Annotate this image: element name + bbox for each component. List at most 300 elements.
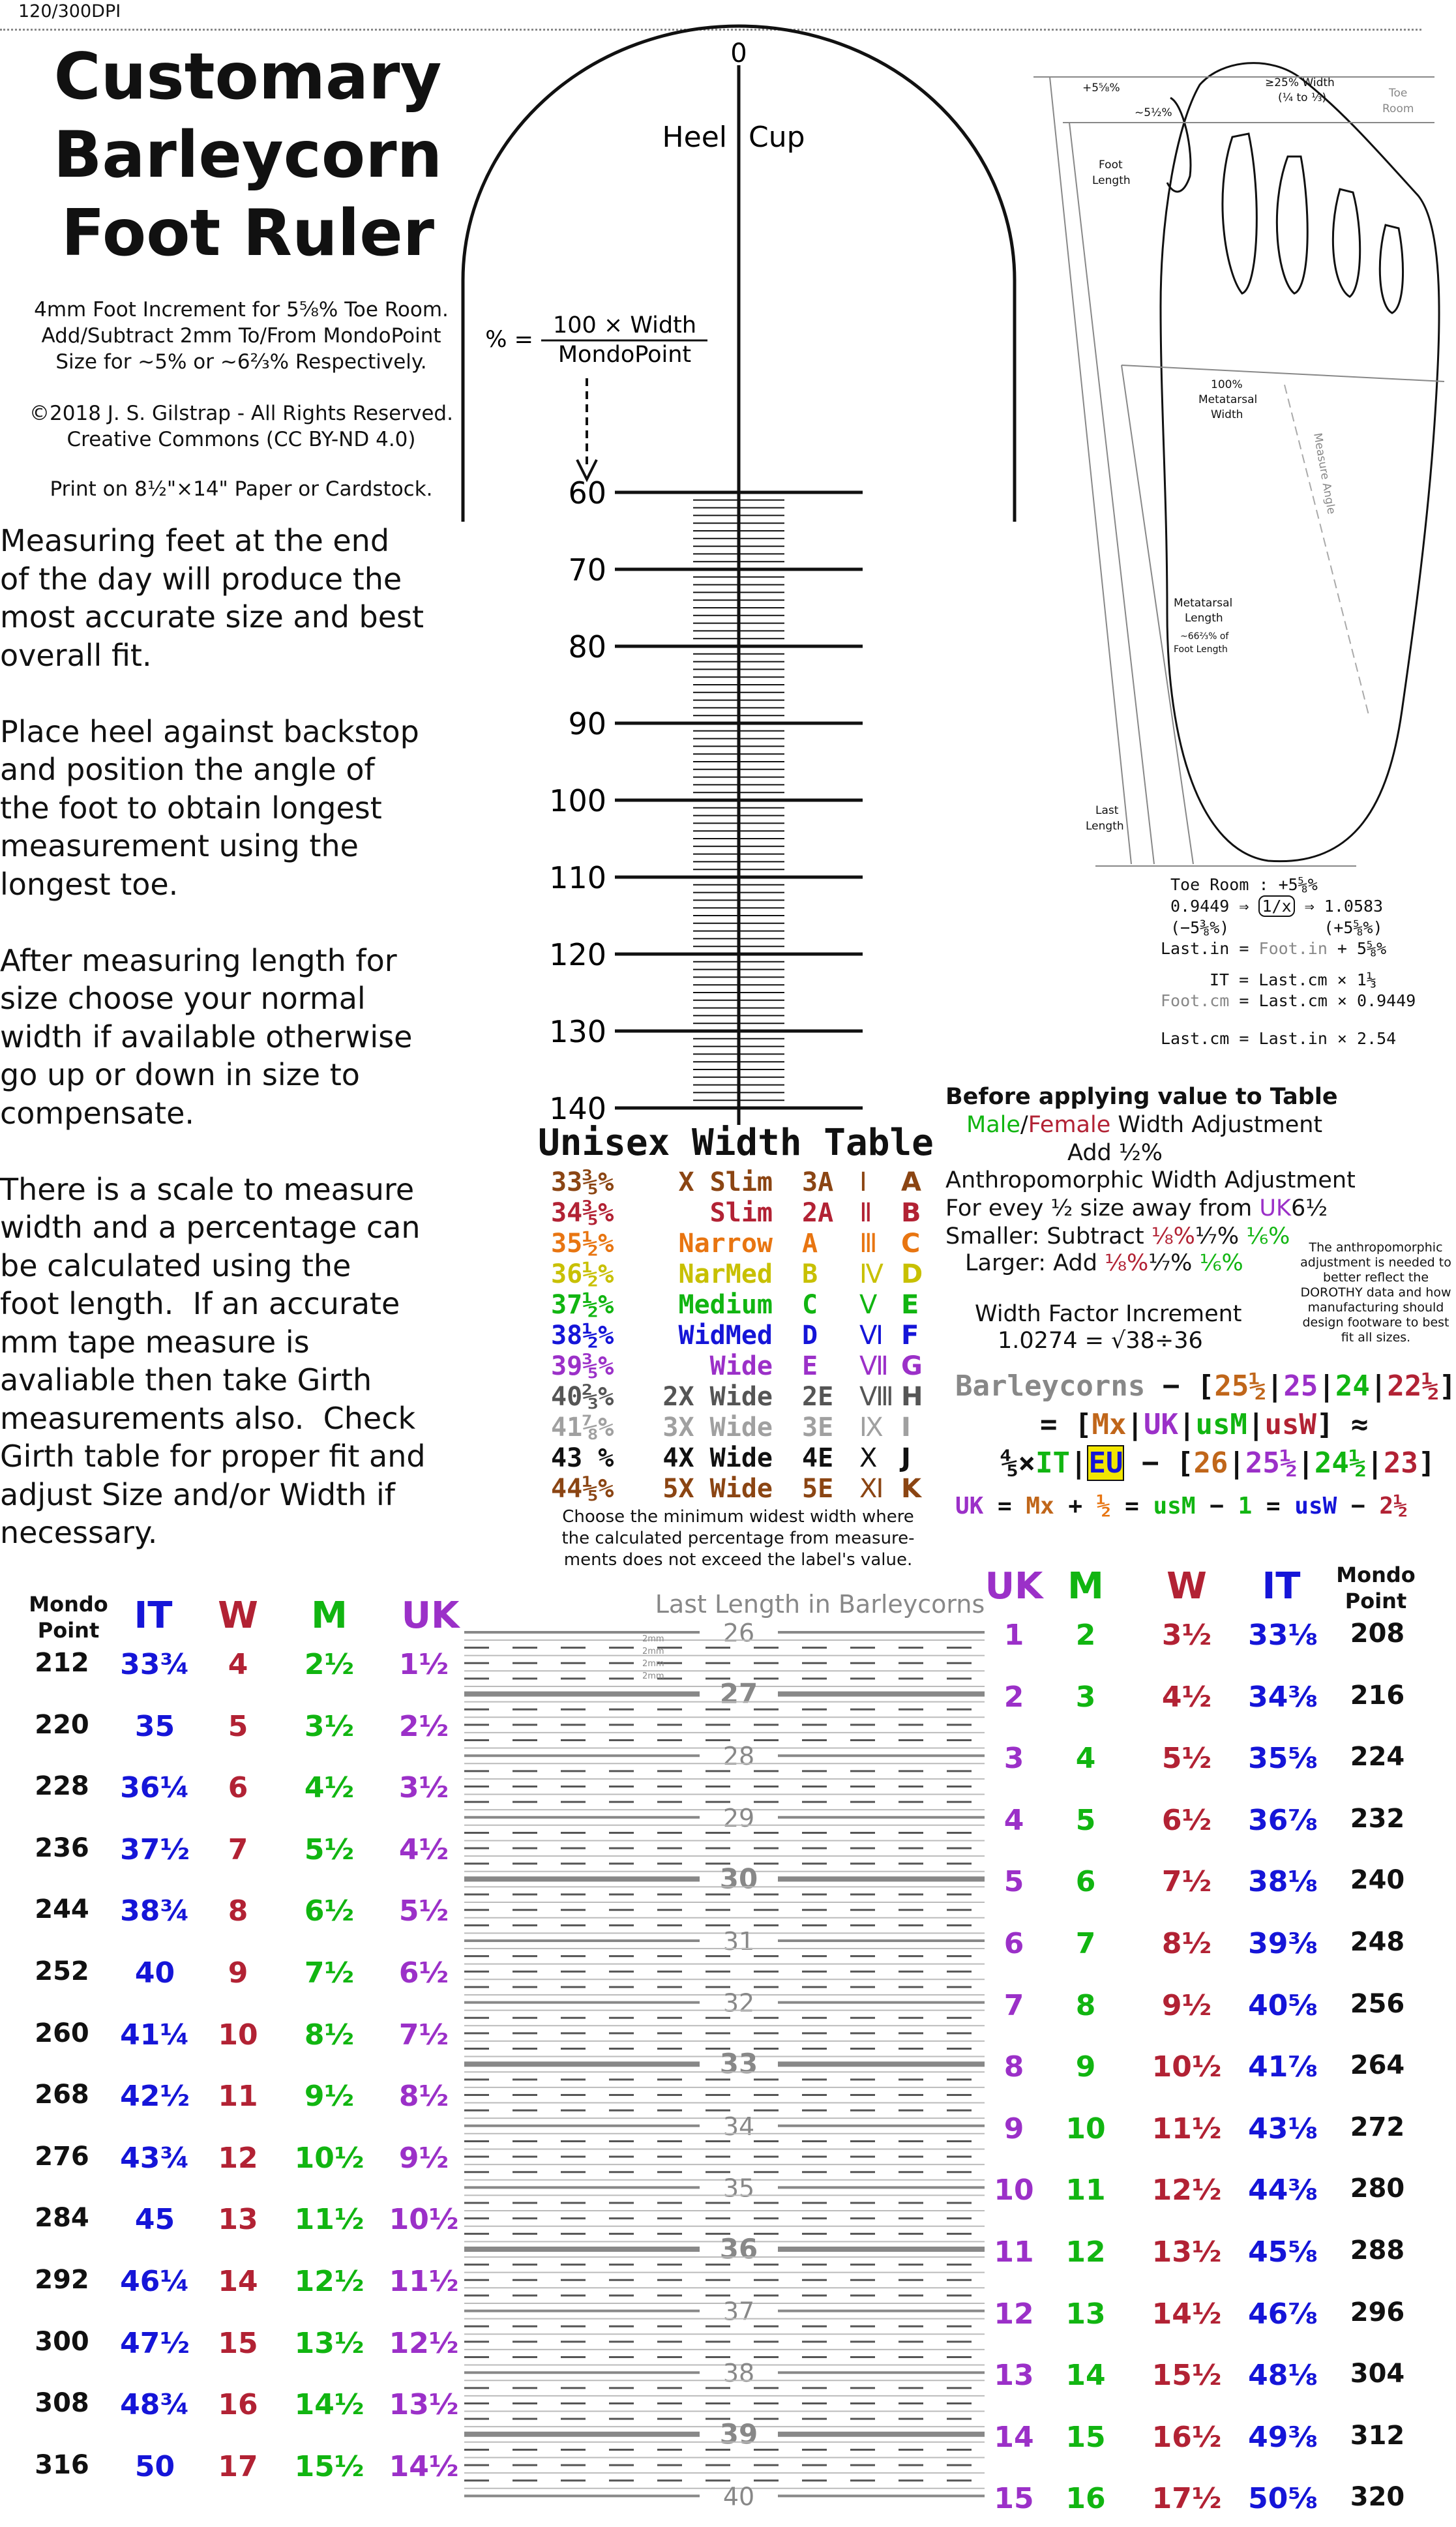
w-cell: 11 bbox=[218, 2080, 258, 2114]
width-label: Wide bbox=[709, 1351, 773, 1381]
it-cell: 39⅜ bbox=[1248, 1927, 1318, 1960]
w-cell: 10 bbox=[218, 2018, 258, 2052]
m-cell: 5½ bbox=[304, 1832, 355, 1866]
m-cell: 2½ bbox=[304, 1648, 355, 1681]
it-cell: 40⅝ bbox=[1248, 1988, 1318, 2022]
mondo-cell: 240 bbox=[1350, 1865, 1405, 1896]
metatarsal-width-line bbox=[1122, 365, 1444, 381]
mondo-cell: 308 bbox=[35, 2388, 89, 2419]
m-cell: 6 bbox=[1075, 1865, 1096, 1899]
eu-box: EU bbox=[1088, 1446, 1123, 1480]
mondo-cell: 272 bbox=[1350, 2112, 1405, 2142]
mondo-cell: 300 bbox=[35, 2326, 89, 2357]
uk-cell: 8 bbox=[1003, 2050, 1024, 2084]
uk-cell: 12 bbox=[994, 2297, 1034, 2331]
ruler-tick-label: 60 bbox=[568, 475, 606, 511]
width-letter: F bbox=[901, 1321, 919, 1351]
m-cell: 13 bbox=[1065, 2297, 1106, 2331]
right-w-header: W bbox=[1166, 1565, 1207, 1607]
title-line-3: Foot Ruler bbox=[61, 196, 435, 271]
m-cell: 3½ bbox=[304, 1709, 355, 1743]
male-label: Male bbox=[966, 1112, 1020, 1138]
width-letter: B bbox=[901, 1198, 921, 1228]
mondo-cell: 244 bbox=[35, 1894, 89, 1925]
width-code: 3E bbox=[802, 1413, 834, 1443]
mondo-cell: 284 bbox=[35, 2203, 89, 2234]
uk-cell: 5½ bbox=[398, 1894, 449, 1928]
larger-line bbox=[965, 1250, 1243, 1276]
mondo-cell: 312 bbox=[1350, 2420, 1405, 2451]
title-line-2: Barleycorn bbox=[53, 118, 443, 192]
factor-value: 1.0274 = √38÷36 bbox=[998, 1328, 1203, 1354]
m-cell: 9 bbox=[1075, 2050, 1096, 2084]
formula-toe-room: Toe Room : +5⅝% bbox=[1170, 875, 1318, 894]
eu-a: 26 bbox=[1193, 1446, 1228, 1480]
width-label: Narrow bbox=[678, 1229, 773, 1259]
mondo-cell: 224 bbox=[1350, 1742, 1405, 1772]
uk-cell: 6 bbox=[1003, 1927, 1024, 1960]
last-length-title: Last Length in Barleycorns bbox=[655, 1590, 985, 1619]
width-pct: 38½% bbox=[551, 1321, 614, 1351]
ul-mx: Mx bbox=[1026, 1493, 1054, 1519]
last-length-label: 40 bbox=[722, 2482, 755, 2511]
mondo-cell: 264 bbox=[1350, 2050, 1405, 2081]
smaller-line bbox=[945, 1223, 1290, 1249]
it-cell: 50 bbox=[134, 2449, 175, 2483]
width-roman: Ⅰ bbox=[859, 1167, 867, 1197]
formula-last-cm: Last.cm = Last.in × 2.54 bbox=[1161, 1029, 1397, 1048]
mondo-cell: 268 bbox=[35, 2080, 89, 2110]
male-female-line bbox=[966, 1112, 1322, 1138]
width-row bbox=[0, 1351, 945, 1382]
uk-cell: 1½ bbox=[398, 1648, 449, 1681]
mondo-cell: 232 bbox=[1350, 1803, 1405, 1834]
formula-last-in bbox=[1161, 939, 1386, 958]
ul-twohalf: 2½ bbox=[1379, 1493, 1408, 1519]
width-roman: Ⅸ bbox=[859, 1413, 884, 1443]
mondo-cell: 292 bbox=[35, 2265, 89, 2295]
m-cell: 11 bbox=[1065, 2174, 1106, 2207]
width-row bbox=[0, 1413, 945, 1443]
uk-cell: 13½ bbox=[389, 2388, 459, 2422]
info-size: Size for ~5% or ~6⅔% Respectively. bbox=[55, 350, 427, 374]
ruler-labels bbox=[549, 475, 606, 1126]
width-letter: G bbox=[901, 1351, 923, 1381]
m-cell: 10½ bbox=[294, 2141, 364, 2175]
smaller-red: ⅛% bbox=[1151, 1223, 1195, 1249]
formula-foot-cm-b: = Last.cm × 0.9449 bbox=[1229, 991, 1416, 1010]
toe-3 bbox=[1277, 157, 1307, 293]
m-cell: 14 bbox=[1065, 2359, 1106, 2393]
eu-d: 23 bbox=[1383, 1446, 1418, 1480]
width-pct: 43 % bbox=[551, 1443, 614, 1473]
uk-cell: 14 bbox=[994, 2420, 1034, 2454]
width-code: 2E bbox=[802, 1382, 834, 1412]
left-mondo-header bbox=[23, 1591, 114, 1643]
foot-outline bbox=[1161, 63, 1439, 861]
info-adjust: Add/Subtract 2mm To/From MondoPoint bbox=[41, 324, 441, 348]
width-table-title: Unisex Width Table bbox=[538, 1122, 934, 1164]
it-cell: 46⅞ bbox=[1248, 2297, 1318, 2331]
width-row bbox=[0, 1290, 945, 1321]
width-pct: 39⅗% bbox=[551, 1351, 614, 1381]
every-half-line bbox=[945, 1195, 1328, 1221]
ul-uk: UK bbox=[955, 1493, 984, 1519]
width-table-note: Choose the minimum widest width where the calculated percentage from measure-ments does not exceed the label's value. bbox=[561, 1507, 915, 1570]
uk-cell: 10 bbox=[994, 2174, 1034, 2207]
ruler-zero: 0 bbox=[730, 38, 747, 68]
larger-black: ⅐% bbox=[1148, 1250, 1193, 1276]
barley-line-1: Barleycorns − [25½|25|24|22½] bbox=[955, 1369, 1456, 1403]
last-length-label: 27 bbox=[719, 1677, 758, 1710]
larger-red: ⅛% bbox=[1105, 1250, 1149, 1276]
instructions: Measuring feet at the end of the day will produce the most accurate size and best overall fit. Place heel against backstop and position the angle of the foot to obtain longest measurement using the longest toe. After measuring length for size choose your normal width if available otherwise go up or down in size to compensate. There is a scale to measure width and a percentage can be calculated using the foot length. If an accurate mm tape measure is avaliable then take Girth measurements also. Check Girth table for proper fit and adjust Size and/or Width if necessary. bbox=[0, 523, 426, 1550]
m-cell: 2 bbox=[1075, 1619, 1096, 1652]
eq-uk: UK bbox=[1143, 1408, 1178, 1441]
width-pct: 35½% bbox=[551, 1229, 614, 1259]
width-label: X Slim bbox=[678, 1167, 773, 1197]
toe-room-label-2: Room bbox=[1382, 102, 1414, 115]
uk-cell: 5 bbox=[1003, 1865, 1024, 1899]
width-letter: I bbox=[901, 1413, 911, 1443]
width-roman: Ⅳ bbox=[859, 1259, 884, 1289]
measure-angle-line bbox=[1285, 385, 1369, 717]
w-cell: 13 bbox=[218, 2203, 258, 2237]
left-point: Point bbox=[37, 1618, 100, 1643]
width-label: Medium bbox=[678, 1290, 773, 1320]
w-cell: 8 bbox=[228, 1894, 248, 1928]
mondo-cell: 248 bbox=[1350, 1927, 1405, 1957]
uk-cell: 2 bbox=[1003, 1680, 1024, 1714]
width-pct: 41⅞% bbox=[551, 1413, 614, 1443]
metatarsal-width-label: 100% bbox=[1211, 378, 1243, 391]
width-row bbox=[0, 1443, 945, 1474]
width-code: 3A bbox=[802, 1167, 834, 1197]
width-roman: Ⅶ bbox=[859, 1351, 889, 1381]
barley-a: 25½ bbox=[1214, 1369, 1266, 1403]
mondo-cell: 256 bbox=[1350, 1988, 1405, 2019]
anthro-title: Anthropomorphic Width Adjustment bbox=[945, 1167, 1356, 1193]
eu-dash: − bbox=[1141, 1446, 1159, 1480]
it-cell: 41¼ bbox=[120, 2018, 190, 2052]
metatarsal-length-label-3: ~66⅔% of bbox=[1180, 631, 1229, 642]
toe-5 bbox=[1380, 225, 1403, 313]
w-cell: 12 bbox=[218, 2141, 258, 2175]
uk-cell: 13 bbox=[994, 2359, 1034, 2393]
barley-b: 25 bbox=[1283, 1369, 1318, 1403]
eq-mx: Mx bbox=[1092, 1408, 1127, 1441]
m-cell: 4 bbox=[1075, 1742, 1096, 1776]
w-cell: 6 bbox=[228, 1771, 248, 1805]
uk-cell: 6½ bbox=[398, 1956, 449, 1990]
it-cell: 48¾ bbox=[120, 2388, 190, 2422]
m-cell: 15½ bbox=[294, 2449, 364, 2483]
smaller-black: ⅐% bbox=[1195, 1223, 1240, 1249]
m-cell: 6½ bbox=[304, 1894, 355, 1928]
uk-cell: 3 bbox=[1003, 1742, 1024, 1776]
width-letter: H bbox=[901, 1382, 923, 1412]
it-cell: 44⅜ bbox=[1248, 2174, 1318, 2207]
w-cell: 8½ bbox=[1161, 1927, 1212, 1960]
toe-2 bbox=[1223, 134, 1256, 293]
every-a: For evey ½ size away from bbox=[945, 1195, 1260, 1221]
w-cell: 6½ bbox=[1161, 1803, 1212, 1837]
right-mondo-header bbox=[1330, 1562, 1421, 1614]
ruler-tick-label: 140 bbox=[549, 1091, 606, 1126]
width-label: 4X Wide bbox=[662, 1443, 773, 1473]
slash: / bbox=[1020, 1112, 1028, 1138]
barley-dash: − bbox=[1162, 1369, 1180, 1403]
last-length-label: 39 bbox=[719, 2417, 758, 2450]
mm-mark: 2mm bbox=[642, 1634, 664, 1644]
it-cell: 40 bbox=[134, 1956, 175, 1990]
last-length-label: 35 bbox=[722, 2174, 755, 2203]
mondo-cell: 276 bbox=[35, 2141, 89, 2172]
barley-line-4: UK = Mx + ½ = usM − 1 = usW − 2½ bbox=[955, 1493, 1408, 1519]
ruler-tick-label: 70 bbox=[568, 552, 606, 588]
formula-it: IT = Last.cm × 1⅓ bbox=[1210, 970, 1376, 989]
copyright: ©2018 J. S. Gilstrap - All Rights Reserved. bbox=[29, 402, 453, 425]
it-cell: 43¾ bbox=[120, 2141, 190, 2175]
width-pct: 34⅗% bbox=[551, 1198, 614, 1228]
width-row bbox=[0, 1229, 945, 1259]
metatarsal-length-label-4: Foot Length bbox=[1174, 644, 1228, 655]
formula-inverse bbox=[1170, 897, 1383, 916]
mondo-cell: 320 bbox=[1350, 2482, 1405, 2513]
formula-inverse-a: 0.9449 ⇒ bbox=[1170, 897, 1249, 916]
formula-pct-b: (+5⅝%) bbox=[1324, 918, 1383, 937]
metatarsal-length-label: Metatarsal bbox=[1174, 597, 1233, 610]
m-cell: 4½ bbox=[304, 1771, 355, 1805]
heel-label: Heel bbox=[662, 121, 727, 154]
smaller-a: Smaller: Subtract bbox=[945, 1223, 1151, 1249]
m-cell: 13½ bbox=[294, 2326, 364, 2360]
foot-length-label: Foot bbox=[1099, 158, 1123, 172]
w-cell: 13½ bbox=[1151, 2235, 1222, 2269]
width-code: E bbox=[802, 1351, 818, 1381]
m-cell: 3 bbox=[1075, 1680, 1096, 1714]
width-code: 2A bbox=[802, 1198, 834, 1228]
formula-inverse-c: ⇒ 1.0583 bbox=[1304, 897, 1384, 916]
ul-usm: usM bbox=[1153, 1493, 1196, 1519]
w-cell: 11½ bbox=[1151, 2112, 1222, 2146]
female-label: Female bbox=[1028, 1112, 1111, 1138]
uk-cell: 14½ bbox=[389, 2449, 459, 2483]
width-letter: D bbox=[901, 1259, 923, 1289]
width-roman: Ⅺ bbox=[859, 1474, 884, 1504]
last-length-label: 28 bbox=[722, 1742, 755, 1771]
width-roman: Ⅹ bbox=[859, 1443, 878, 1473]
dim-last-length bbox=[1050, 77, 1131, 864]
width-row bbox=[0, 1474, 945, 1504]
uk-cell: 7½ bbox=[398, 2018, 449, 2052]
it-cell: 35 bbox=[134, 1709, 175, 1743]
info-increment: 4mm Foot Increment for 5⅝% Toe Room. bbox=[34, 298, 449, 321]
mondo-cell: 304 bbox=[1350, 2359, 1405, 2389]
width-label: 3X Wide bbox=[662, 1413, 773, 1443]
it-cell: 38¾ bbox=[120, 1894, 190, 1928]
it-cell: 43⅛ bbox=[1248, 2112, 1318, 2146]
formula-foot-cm-a: Foot.cm bbox=[1161, 991, 1230, 1010]
width-row bbox=[0, 1198, 945, 1229]
mm-mark: 2mm bbox=[642, 1671, 664, 1681]
left-w-header: W bbox=[218, 1594, 258, 1637]
m-cell: 10 bbox=[1065, 2112, 1106, 2146]
mondo-cell: 236 bbox=[35, 1832, 89, 1863]
it-cell: 33⅛ bbox=[1248, 1619, 1318, 1652]
uk-cell: 9½ bbox=[398, 2141, 449, 2175]
uk-cell: 11 bbox=[994, 2235, 1034, 2269]
w-cell: 15 bbox=[218, 2326, 258, 2360]
eu-it: IT bbox=[1035, 1446, 1070, 1480]
ruler-tick-label: 110 bbox=[549, 860, 606, 895]
m-cell: 12 bbox=[1065, 2235, 1106, 2269]
w-cell: 17½ bbox=[1151, 2482, 1222, 2516]
m-cell: 16 bbox=[1065, 2482, 1106, 2516]
width-letter: C bbox=[901, 1229, 921, 1259]
width-code: B bbox=[802, 1259, 818, 1289]
ruler-tick-label: 100 bbox=[549, 783, 606, 818]
uk-cell: 9 bbox=[1003, 2112, 1024, 2146]
uk-cell: 11½ bbox=[389, 2265, 459, 2298]
m-cell: 12½ bbox=[294, 2265, 364, 2298]
m-cell: 14½ bbox=[294, 2388, 364, 2422]
m-cell: 8 bbox=[1075, 1988, 1096, 2022]
uk-cell: 15 bbox=[994, 2482, 1034, 2516]
formula-lhs: % = bbox=[485, 327, 533, 353]
every-b: 6½ bbox=[1290, 1195, 1328, 1221]
width-letter: E bbox=[901, 1290, 919, 1320]
formula-last-in-a: Last.in = bbox=[1161, 939, 1259, 958]
uk-cell: 12½ bbox=[389, 2326, 459, 2360]
mondo-cell: 216 bbox=[1350, 1680, 1405, 1711]
last-length-label: 32 bbox=[722, 1988, 755, 2018]
uk-cell: 2½ bbox=[398, 1709, 449, 1743]
larger-a: Larger: Add bbox=[965, 1250, 1105, 1276]
w-cell: 16 bbox=[218, 2388, 258, 2422]
width-row bbox=[0, 1382, 945, 1413]
title-line-1: Customary bbox=[53, 40, 442, 114]
right-point: Point bbox=[1345, 1589, 1407, 1613]
every-uk: UK bbox=[1259, 1195, 1291, 1221]
smaller-green: ⅙% bbox=[1246, 1223, 1290, 1249]
metatarsal-width-label-3: Width bbox=[1211, 408, 1243, 421]
mondo-cell: 252 bbox=[35, 1956, 89, 1986]
width-letter: A bbox=[901, 1167, 921, 1197]
mondo-cell: 212 bbox=[35, 1648, 89, 1678]
mondo-cell: 288 bbox=[1350, 2235, 1405, 2265]
eu-c: 24½ bbox=[1314, 1446, 1367, 1480]
mondo-cell: 296 bbox=[1350, 2297, 1405, 2327]
right-it-header: IT bbox=[1262, 1565, 1301, 1607]
last-length-chart bbox=[464, 1619, 985, 2511]
m-cell: 11½ bbox=[294, 2203, 364, 2237]
right-uk-header: UK bbox=[985, 1565, 1043, 1607]
width-label: WidMed bbox=[678, 1321, 773, 1351]
w-cell: 7½ bbox=[1161, 1865, 1212, 1899]
mm-mark: 2mm bbox=[642, 1659, 664, 1669]
formula-last-in-c: + 5⅝% bbox=[1327, 939, 1387, 958]
add-half: Add ½% bbox=[1067, 1140, 1163, 1166]
last-length-label: 36 bbox=[719, 2233, 758, 2265]
it-cell: 45⅝ bbox=[1248, 2235, 1318, 2269]
toe-room-small: ~5½% bbox=[1135, 106, 1172, 119]
right-mondo: Mondo bbox=[1336, 1563, 1416, 1587]
barleycorn-formulas bbox=[955, 1369, 1456, 1519]
it-cell: 37½ bbox=[120, 1832, 190, 1866]
left-uk-header: UK bbox=[401, 1594, 460, 1637]
mondo-cell: 260 bbox=[35, 2018, 89, 2048]
uk-cell: 3½ bbox=[398, 1771, 449, 1805]
it-cell: 48⅛ bbox=[1248, 2359, 1318, 2393]
width-label: Slim bbox=[709, 1198, 773, 1228]
w-cell: 12½ bbox=[1151, 2174, 1222, 2207]
m-cell: 5 bbox=[1075, 1803, 1096, 1837]
license: Creative Commons (CC BY-ND 4.0) bbox=[67, 428, 416, 451]
width-letter: K bbox=[901, 1474, 921, 1504]
w-cell: 15½ bbox=[1151, 2359, 1222, 2393]
ruler-tick-label: 120 bbox=[549, 937, 606, 972]
barley-c: 24 bbox=[1335, 1369, 1370, 1403]
mondo-cell: 208 bbox=[1350, 1619, 1405, 1649]
it-cell: 38⅛ bbox=[1248, 1865, 1318, 1899]
last-length-label: 38 bbox=[722, 2359, 755, 2388]
eu-prefix: ⅘× bbox=[1001, 1446, 1035, 1480]
uk-cell: 8½ bbox=[398, 2080, 449, 2114]
width-roman: Ⅴ bbox=[859, 1290, 878, 1320]
uk-cell: 4½ bbox=[398, 1832, 449, 1866]
width-letter: J bbox=[901, 1443, 911, 1473]
w-cell: 16½ bbox=[1151, 2420, 1222, 2454]
w-cell: 17 bbox=[218, 2449, 258, 2483]
mondo-cell: 220 bbox=[35, 1709, 89, 1740]
it-cell: 45 bbox=[134, 2203, 175, 2237]
width-pct: 44⅕% bbox=[551, 1474, 614, 1504]
cup-label: Cup bbox=[749, 121, 805, 154]
width-row bbox=[0, 1167, 945, 1198]
foot-length-label-2: Length bbox=[1092, 174, 1131, 187]
w-cell: 9 bbox=[228, 1956, 248, 1990]
it-cell: 46¼ bbox=[120, 2265, 190, 2298]
anthro-note: The anthropomorphic adjustment is needed to better reflect the DOROTHY data and how manufacturing should design footware to best fit all sizes. bbox=[1300, 1240, 1451, 1345]
it-cell: 34⅜ bbox=[1248, 1680, 1318, 1714]
it-cell: 50⅝ bbox=[1248, 2482, 1318, 2516]
width-pct: 33⅗% bbox=[551, 1167, 614, 1197]
barley-line-2: = [Mx|UK|usM|usW] ≈ bbox=[1040, 1408, 1369, 1441]
barley-line-3: ⅘×IT|EU − [26|25½|24½|23] bbox=[1001, 1446, 1436, 1480]
w-cell: 7 bbox=[228, 1832, 248, 1866]
barley-label: Barleycorns bbox=[955, 1369, 1146, 1403]
width-label: 5X Wide bbox=[662, 1474, 773, 1504]
ruler-tick-label: 90 bbox=[568, 706, 606, 741]
width-pct: 40⅔% bbox=[551, 1382, 614, 1412]
toe-room-label: Toe bbox=[1389, 87, 1408, 100]
w-cell: 4 bbox=[228, 1648, 248, 1681]
w-cell: 5 bbox=[228, 1709, 248, 1743]
m-cell: 7 bbox=[1075, 1927, 1096, 1960]
right-m-header: M bbox=[1067, 1565, 1104, 1607]
w-cell: 4½ bbox=[1161, 1680, 1212, 1714]
width-row bbox=[0, 1259, 945, 1290]
last-length-label-2: Length bbox=[1086, 820, 1124, 833]
width-code: 4E bbox=[802, 1443, 834, 1473]
w-cell: 9½ bbox=[1161, 1988, 1212, 2022]
it-cell: 49⅜ bbox=[1248, 2420, 1318, 2454]
larger-green: ⅙% bbox=[1199, 1250, 1243, 1276]
m-cell: 15 bbox=[1065, 2420, 1106, 2454]
ruler-tick-label: 80 bbox=[568, 629, 606, 665]
formula-percents bbox=[1170, 918, 1383, 937]
